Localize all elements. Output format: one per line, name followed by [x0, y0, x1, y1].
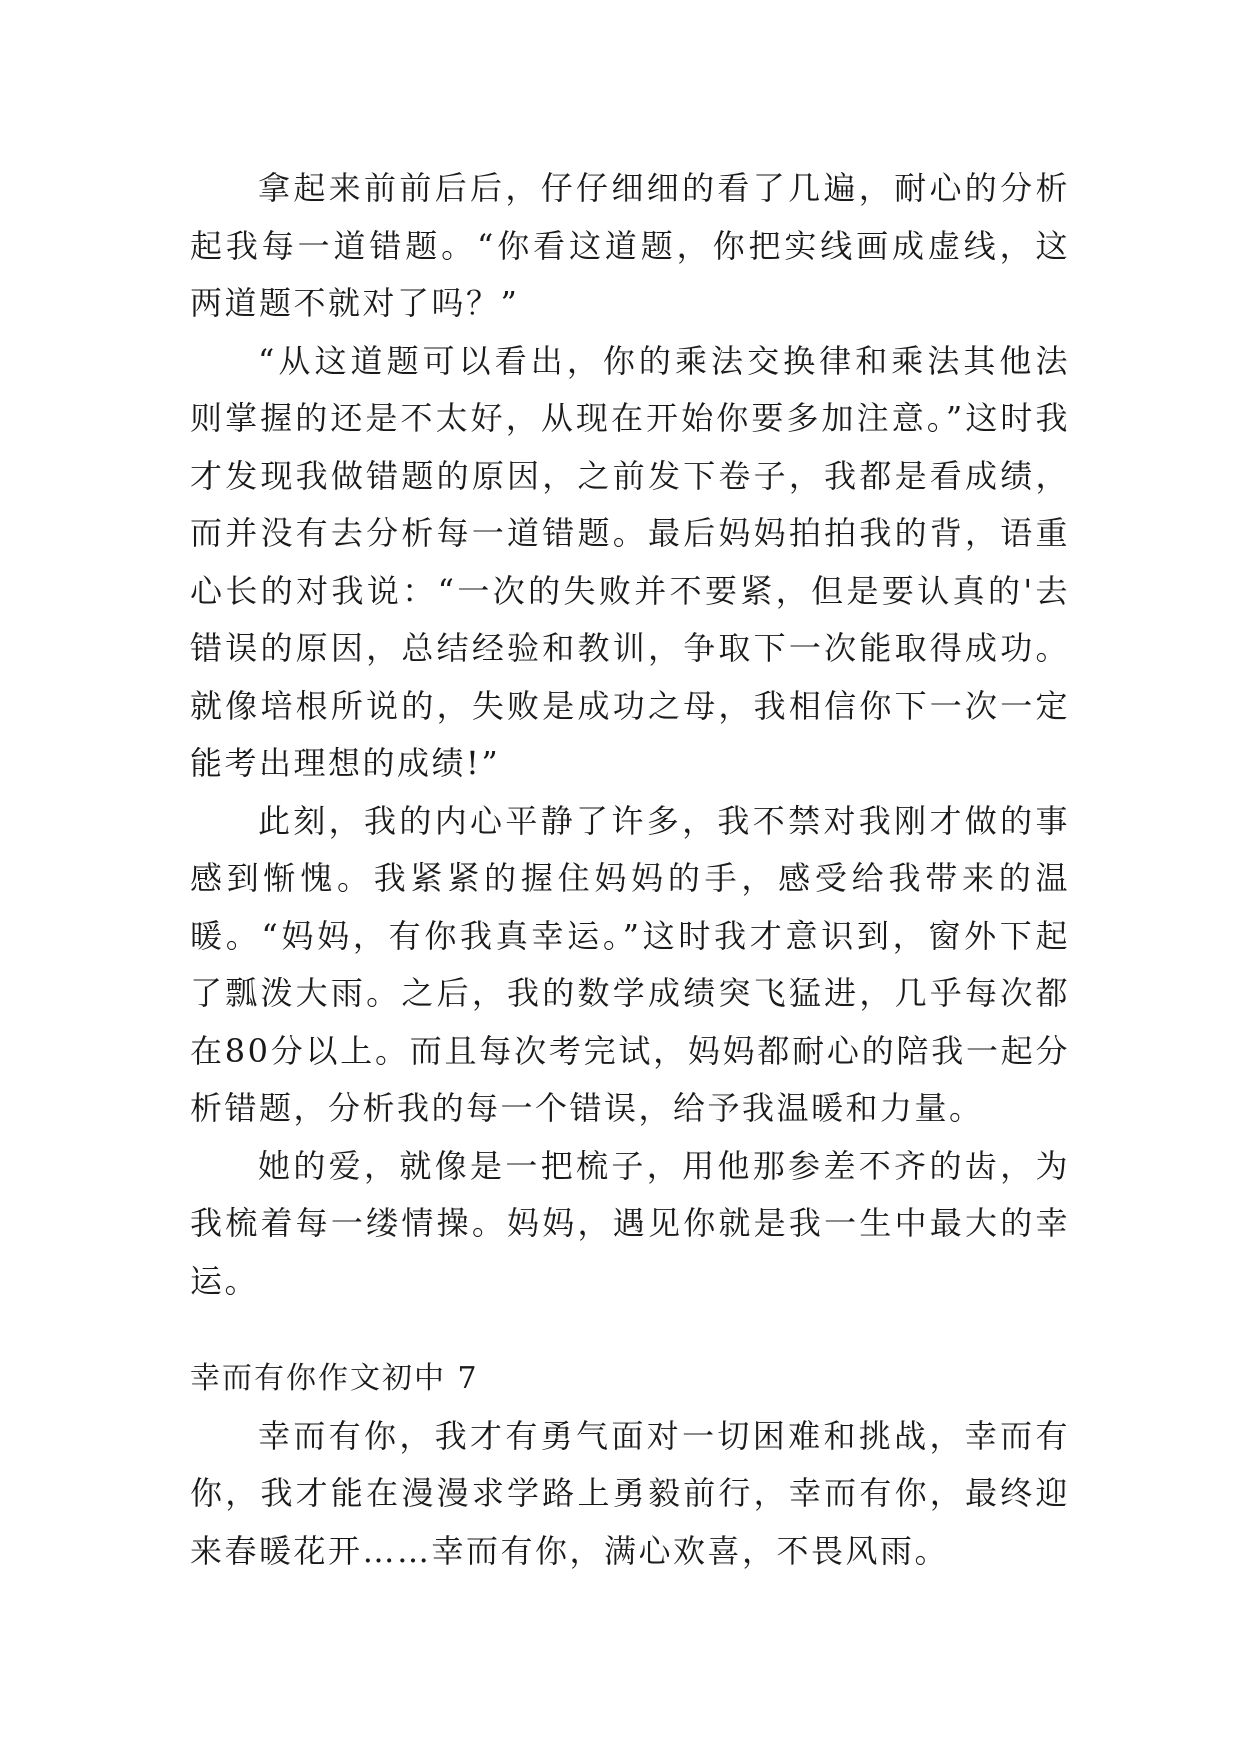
paragraph-3: 此刻，我的内心平静了许多，我不禁对我刚才做的事感到惭愧。我紧紧的握住妈妈的手，感受给我带来的温暖。“妈妈，有你我真幸运。”这时我才意识到，窗外下起了瓢泼大雨。之后，我的数学成绩突飞猛进，几乎每次都在80分以上。而且每次考完试，妈妈都耐心的陪我一起分析错题，分析我的每一个错误，给予我温暖和力量。	[190, 801, 1070, 1127]
section-gap	[190, 1310, 1070, 1350]
document-body	[190, 160, 1070, 1580]
paragraph-5: 幸而有你，我才有勇气面对一切困难和挑战，幸而有你，我才能在漫漫求学路上勇毅前行，幸而有你，最终迎来春暖花开……幸而有你，满心欢喜，不畏风雨。	[190, 1416, 1070, 1570]
paragraph-2: “从这道题可以看出，你的乘法交换律和乘法其他法则掌握的还是不太好，从现在开始你要多加注意。”这时我才发现我做错题的原因，之前发下卷子，我都是看成绩，而并没有去分析每一道错题。最后妈妈拍拍我的背，语重心长的对我说：“一次的失败并不要紧，但是要认真的'去错误的原因，总结经验和教训，争取下一次能取得成功。就像培根所说的，失败是成功之母，我相信你下一次一定能考出理想的成绩!”	[190, 341, 1070, 782]
paragraph-4: 她的爱，就像是一把梳子，用他那参差不齐的齿，为我梳着每一缕情操。妈妈，遇见你就是我一生中最大的幸运。	[190, 1146, 1070, 1300]
paragraph-1: 拿起来前前后后，仔仔细细的看了几遍，耐心的分析起我每一道错题。“你看这道题，你把实线画成虚线，这两道题不就对了吗？”	[190, 169, 1070, 322]
section-title: 幸而有你作文初中 7	[190, 1361, 479, 1396]
